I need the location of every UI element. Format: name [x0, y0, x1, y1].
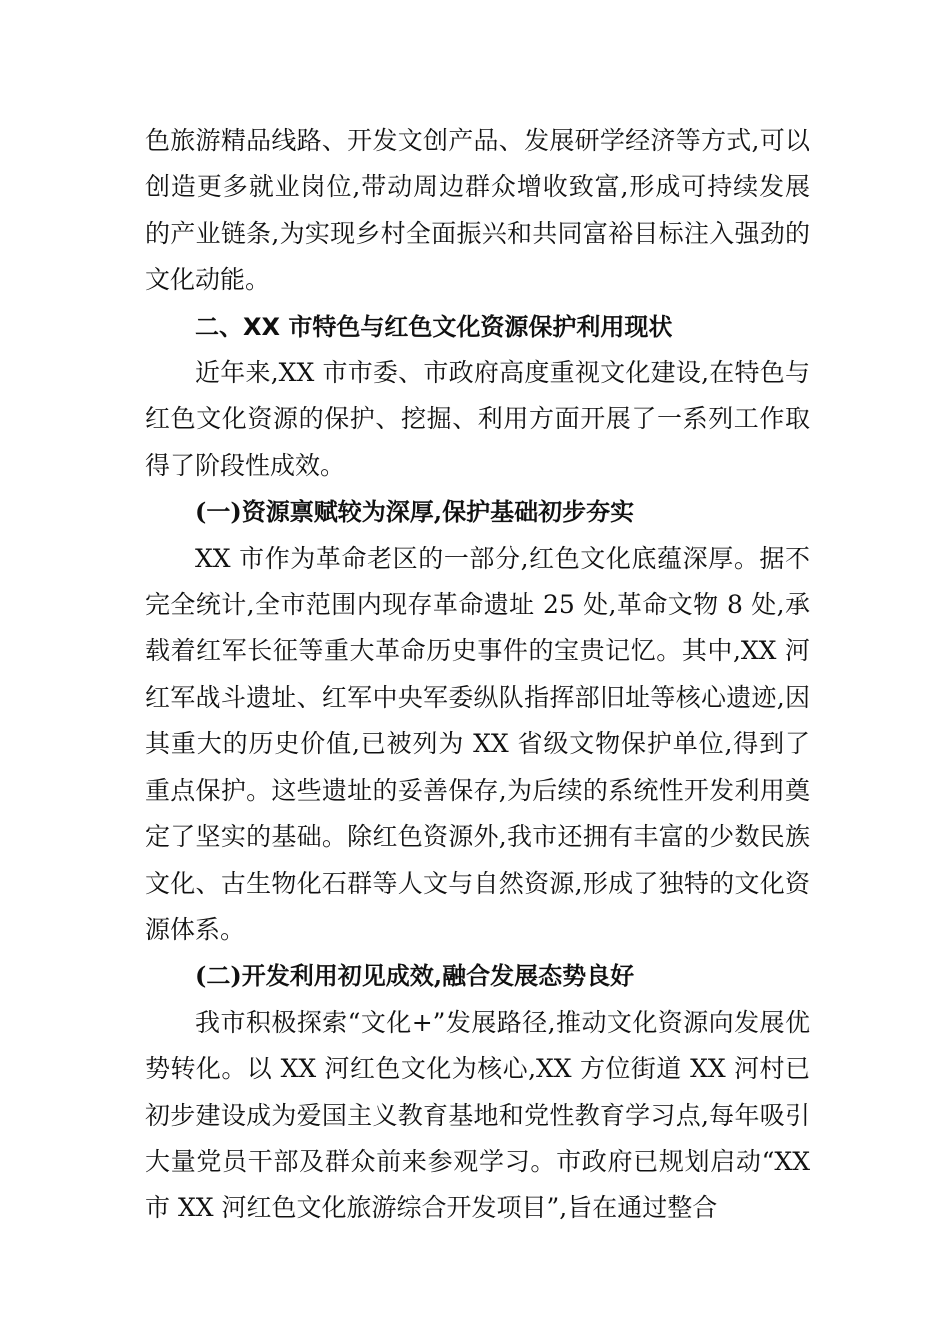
section-heading: 二、XX 市特色与红色文化资源保护利用现状 — [195, 312, 673, 341]
subsection-heading-2: (二)开发利用初见成效,融合发展态势良好 — [195, 961, 635, 991]
paragraph-development: 我市积极探索“文化+”发展路径,推动文化资源向发展优势转化。以 XX 河红色文化为核心,XX 方位街道 XX 河村已初步建设成为爱国主义教育基地和党性教育学习点,每年吸引大量党员干部及群众前来参观学习。市政府已规划启动“XX 市 XX 河红色文化旅游综合开发项目”,旨在通过整合 — [145, 1007, 810, 1223]
paragraph-continuation: 色旅游精品线路、开发文创产品、发展研学经济等方式,可以创造更多就业岗位,带动周边群众增收致富,形成可持续发展的产业链条,为实现乡村全面振兴和共同富裕目标注入强劲的文化动能。 — [145, 126, 810, 295]
document-body — [145, 118, 810, 1232]
paragraph-intro: 近年来,XX 市市委、市政府高度重视文化建设,在特色与红色文化资源的保护、挖掘、利用方面开展了一系列工作取得了阶段性成效。 — [145, 358, 810, 480]
subsection-heading-1: (一)资源禀赋较为深厚,保护基础初步夯实 — [195, 497, 635, 527]
paragraph-resources: XX 市作为革命老区的一部分,红色文化底蕴深厚。据不完全统计,全市范围内现存革命遗址 25 处,革命文物 8 处,承载着红军长征等重大革命历史事件的宝贵记忆。其中,XX 河红军战斗遗址、红军中央军委纵队指挥部旧址等核心遗迹,因其重大的历史价值,已被列为 XX 省级文物保护单位,得到了重点保护。这些遗址的妥善保存,为后续的系统性开发利用奠定了坚实的基础。除红色资源外,我市还拥有丰富的少数民族文化、古生物化石群等人文与自然资源,形成了独特的文化资源体系。 — [145, 543, 810, 944]
